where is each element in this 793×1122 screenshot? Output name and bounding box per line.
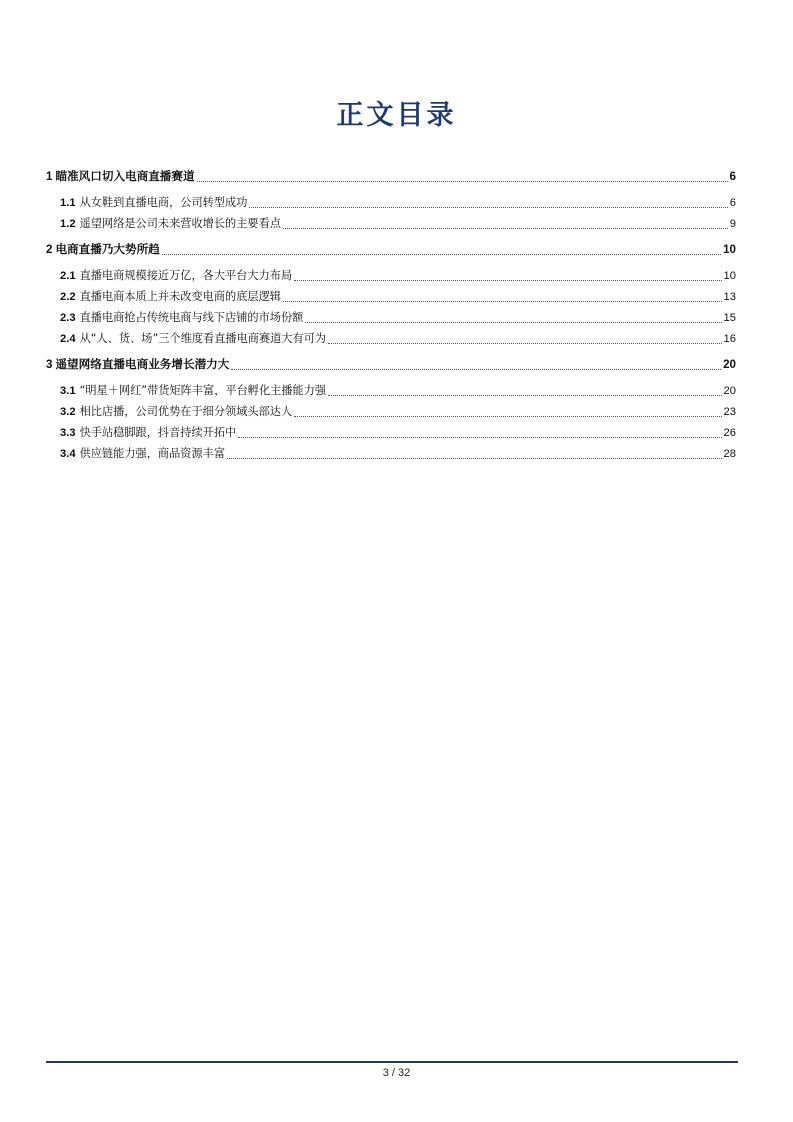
toc-entry-number: 3.2 [60, 406, 76, 418]
toc-entry-label: 从女鞋到直播电商，公司转型成功 [79, 196, 248, 209]
dot-leader [328, 394, 721, 396]
page-indicator: 3 / 32 [382, 1067, 411, 1079]
toc-entry-page: 20 [723, 385, 736, 397]
toc-entry-number: 1 [46, 170, 53, 183]
toc-entry-label: 直播电商规模接近万亿，各大平台大力布局 [79, 269, 293, 282]
toc-entry-label: 遥望网络是公司未来营收增长的主要看点 [79, 217, 281, 230]
toc-entry-label: 直播电商本质上并未改变电商的底层逻辑 [79, 290, 281, 303]
toc-entry-number: 2.2 [60, 291, 76, 303]
toc-entry-label: 电商直播乃大势所趋 [55, 242, 160, 256]
dot-leader [294, 415, 721, 417]
toc-entry-page: 20 [723, 358, 736, 371]
dot-leader [238, 436, 721, 438]
dot-leader [162, 253, 721, 255]
toc-entry-number: 1.1 [60, 197, 76, 209]
dot-leader [227, 457, 722, 459]
toc-entry-2[interactable] [46, 239, 736, 260]
dot-leader [231, 368, 721, 370]
toc-entry-3-4[interactable] [46, 443, 736, 464]
page-title: 正文目录 [336, 100, 457, 131]
toc-entry-number: 2.1 [60, 270, 76, 282]
toc-entry-page: 10 [723, 270, 736, 282]
toc-entry-2-3[interactable] [46, 307, 736, 328]
toc-entry-label: 遥望网络直播电商业务增长潜力大 [55, 357, 230, 371]
toc-entry-page: 23 [723, 406, 736, 418]
dot-leader [328, 342, 721, 344]
toc-entry-2-1[interactable] [46, 265, 736, 286]
toc-entry-label: 从“人、货、场”三个维度看直播电商赛道大有可为 [79, 332, 327, 345]
toc-entry-page: 6 [729, 170, 736, 183]
toc-entry-number: 2.4 [60, 333, 76, 345]
dot-leader [249, 206, 727, 208]
toc-entry-label: 瞄准风口切入电商直播赛道 [55, 169, 195, 183]
toc-entry-label: 供应链能力强，商品资源丰富 [79, 447, 226, 460]
dot-leader [305, 321, 721, 323]
toc-entry-3-2[interactable] [46, 401, 736, 422]
toc-entry-3-3[interactable] [46, 422, 736, 443]
toc-entry-page: 6 [729, 197, 736, 209]
dot-leader [294, 279, 721, 281]
toc-entry-number: 3.3 [60, 427, 76, 439]
toc-entry-number: 1.2 [60, 218, 76, 230]
toc-entry-label: 快手站稳脚跟，抖音持续开拓中 [79, 426, 237, 439]
footer-rule [46, 1061, 738, 1063]
toc-entry-number: 3.4 [60, 448, 76, 460]
toc-entry-3[interactable] [46, 354, 736, 375]
toc-entry-page: 26 [723, 427, 736, 439]
toc-entry-page: 13 [723, 291, 736, 303]
toc-entry-label: “明星＋网红”带货矩阵丰富，平台孵化主播能力强 [79, 384, 327, 397]
dot-leader [283, 227, 728, 229]
toc-entry-3-1[interactable] [46, 380, 736, 401]
toc-entry-1[interactable] [46, 166, 736, 187]
toc-entry-number: 2.3 [60, 312, 76, 324]
toc-entry-page: 28 [723, 448, 736, 460]
toc-entry-page: 10 [723, 243, 736, 256]
toc-entry-2-4[interactable] [46, 328, 736, 349]
toc-entry-page: 9 [729, 218, 736, 230]
toc-entry-2-2[interactable] [46, 286, 736, 307]
toc-entry-1-1[interactable] [46, 192, 736, 213]
toc-entry-number: 2 [46, 243, 53, 256]
toc-entry-page: 15 [723, 312, 736, 324]
toc-entry-page: 16 [723, 333, 736, 345]
toc-entry-label: 相比店播，公司优势在于细分领域头部达人 [79, 405, 293, 418]
table-of-contents [46, 166, 736, 464]
toc-entry-number: 3.1 [60, 385, 76, 397]
dot-leader [197, 180, 728, 182]
toc-entry-1-2[interactable] [46, 213, 736, 234]
toc-entry-number: 3 [46, 358, 53, 371]
dot-leader [283, 300, 722, 302]
toc-entry-label: 直播电商抢占传统电商与线下店铺的市场份额 [79, 311, 304, 324]
